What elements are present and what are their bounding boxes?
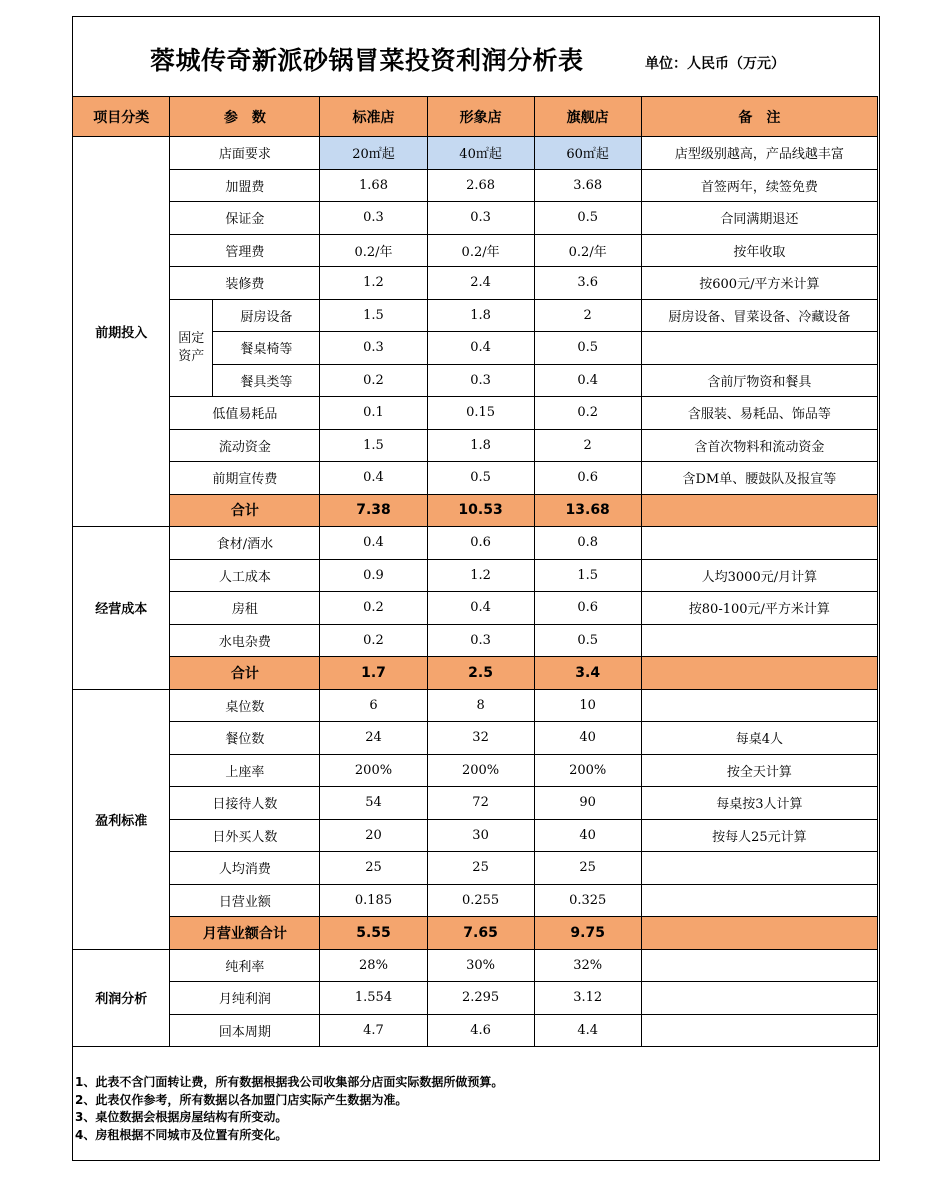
initial-total-row: [73, 494, 878, 527]
value-cell: 0.8: [534, 527, 641, 560]
table-row: [73, 949, 878, 982]
value-cell: 0.4: [320, 462, 427, 495]
value-cell: 40: [534, 819, 641, 852]
value-cell: 0.4: [534, 364, 641, 397]
param-cell: 日营业额: [170, 884, 320, 917]
table-row: [73, 299, 878, 332]
footnote-item: 4、房租根据不同城市及位置有所变化。: [75, 1127, 288, 1142]
note-cell: [641, 689, 877, 722]
total-value: 3.4: [534, 657, 641, 690]
value-cell: 0.9: [320, 559, 427, 592]
note-cell: [641, 852, 877, 885]
value-cell: 0.6: [534, 592, 641, 625]
note-cell: [641, 332, 877, 365]
note-cell: [641, 884, 877, 917]
note-cell: [641, 1014, 877, 1047]
value-cell: 6: [320, 689, 427, 722]
value-cell: 200%: [320, 754, 427, 787]
table-row: [73, 527, 878, 560]
value-cell: 0.4: [427, 332, 534, 365]
param-cell: 餐位数: [170, 722, 320, 755]
total-value: 2.5: [427, 657, 534, 690]
value-cell: 0.325: [534, 884, 641, 917]
value-cell: 60㎡起: [534, 137, 641, 170]
total-value: 10.53: [427, 494, 534, 527]
table-row: [73, 689, 878, 722]
category-initial: 前期投入: [73, 137, 170, 527]
value-cell: 72: [427, 787, 534, 820]
fixed-assets-label: [170, 299, 213, 397]
note-cell: 含前厅物资和餐具: [641, 364, 877, 397]
value-cell: 0.2: [320, 364, 427, 397]
value-cell: 1.2: [320, 267, 427, 300]
table-row: [73, 202, 878, 235]
value-cell: 54: [320, 787, 427, 820]
table-row: [73, 754, 878, 787]
table-row: [73, 397, 878, 430]
value-cell: 0.2: [320, 592, 427, 625]
value-cell: 28%: [320, 949, 427, 982]
param-cell: 月纯利润: [170, 982, 320, 1015]
note-cell: 店型级别越高，产品线越丰富: [641, 137, 877, 170]
value-cell: 2.295: [427, 982, 534, 1015]
value-cell: 0.3: [427, 624, 534, 657]
param-cell: 房租: [170, 592, 320, 625]
table-row: [73, 592, 878, 625]
value-cell: 24: [320, 722, 427, 755]
value-cell: 2.4: [427, 267, 534, 300]
value-cell: 20㎡起: [320, 137, 427, 170]
total-value: 1.7: [320, 657, 427, 690]
param-cell: 餐具类等: [213, 364, 320, 397]
value-cell: 1.5: [320, 299, 427, 332]
param-cell: 店面要求: [170, 137, 320, 170]
footnote-item: 3、桌位数据会根据房屋结构有所变动。: [75, 1110, 288, 1124]
note-cell: 按600元/平方米计算: [641, 267, 877, 300]
note-cell: 含首次物料和流动资金: [641, 429, 877, 462]
param-cell: 水电杂费: [170, 624, 320, 657]
value-cell: 0.1: [320, 397, 427, 430]
value-cell: 1.5: [534, 559, 641, 592]
value-cell: 20: [320, 819, 427, 852]
table-row: [73, 1014, 878, 1047]
note-cell: 每桌4人: [641, 722, 877, 755]
category-operating: 经营成本: [73, 527, 170, 690]
value-cell: 25: [320, 852, 427, 885]
note-cell: [641, 949, 877, 982]
table-row: [73, 429, 878, 462]
value-cell: 1.68: [320, 169, 427, 202]
header-category: 项目分类: [73, 97, 170, 137]
total-value: 5.55: [320, 917, 427, 950]
note-cell: 首签两年，续签免费: [641, 169, 877, 202]
value-cell: 25: [427, 852, 534, 885]
operating-total-row: [73, 657, 878, 690]
table-row: [73, 234, 878, 267]
category-profit-standard: 盈利标准: [73, 689, 170, 949]
value-cell: 40: [534, 722, 641, 755]
header-image-store: 形象店: [427, 97, 534, 137]
header-param: 参 数: [170, 97, 320, 137]
param-cell: 低值易耗品: [170, 397, 320, 430]
value-cell: 0.5: [534, 332, 641, 365]
value-cell: 0.5: [427, 462, 534, 495]
param-cell: 人工成本: [170, 559, 320, 592]
param-cell: 保证金: [170, 202, 320, 235]
table-row: [73, 624, 878, 657]
value-cell: 4.4: [534, 1014, 641, 1047]
value-cell: 90: [534, 787, 641, 820]
param-cell: 纯利率: [170, 949, 320, 982]
table-row: [73, 982, 878, 1015]
value-cell: 8: [427, 689, 534, 722]
unit-label: 单位：人民币（万元）: [645, 56, 785, 72]
param-cell: 管理费: [170, 234, 320, 267]
value-cell: 2: [534, 299, 641, 332]
value-cell: 25: [534, 852, 641, 885]
footnotes: [75, 1074, 875, 1144]
header-note: 备 注: [641, 97, 877, 137]
param-cell: 加盟费: [170, 169, 320, 202]
table-row: [73, 462, 878, 495]
footnote-item: 1、此表不含门面转让费，所有数据根据我公司收集部分店面实际数据所做预算。: [75, 1075, 504, 1089]
value-cell: 4.6: [427, 1014, 534, 1047]
value-cell: 1.8: [427, 299, 534, 332]
value-cell: 2.68: [427, 169, 534, 202]
value-cell: 0.6: [534, 462, 641, 495]
table-row: [73, 884, 878, 917]
footnote-item: 2、此表仅作参考，所有数据以各加盟门店实际产生数据为准。: [75, 1092, 408, 1107]
param-cell: 前期宣传费: [170, 462, 320, 495]
param-cell: 回本周期: [170, 1014, 320, 1047]
note-cell: 人均3000元/月计算: [641, 559, 877, 592]
param-cell: 厨房设备: [213, 299, 320, 332]
note-cell: 按每人25元计算: [641, 819, 877, 852]
value-cell: 0.3: [320, 332, 427, 365]
table-row: [73, 722, 878, 755]
note-cell: 按全天计算: [641, 754, 877, 787]
header-flagship-store: 旗舰店: [534, 97, 641, 137]
value-cell: 3.12: [534, 982, 641, 1015]
value-cell: 32%: [534, 949, 641, 982]
value-cell: 1.2: [427, 559, 534, 592]
value-cell: 0.4: [427, 592, 534, 625]
table-row: [73, 819, 878, 852]
total-note: [641, 917, 877, 950]
note-cell: 含DM单、腰鼓队及报宣等: [641, 462, 877, 495]
note-cell: 厨房设备、冒菜设备、冷藏设备: [641, 299, 877, 332]
fixed-assets-text: 固定资产: [178, 330, 205, 364]
total-value: 7.38: [320, 494, 427, 527]
value-cell: 3.6: [534, 267, 641, 300]
table-row: [73, 267, 878, 300]
value-cell: 0.185: [320, 884, 427, 917]
param-cell: 餐桌椅等: [213, 332, 320, 365]
table-row: [73, 852, 878, 885]
value-cell: 40㎡起: [427, 137, 534, 170]
note-cell: 按80-100元/平方米计算: [641, 592, 877, 625]
param-cell: 上座率: [170, 754, 320, 787]
value-cell: 0.2/年: [427, 234, 534, 267]
value-cell: 0.3: [427, 364, 534, 397]
note-cell: [641, 624, 877, 657]
value-cell: 0.15: [427, 397, 534, 430]
value-cell: 0.2/年: [320, 234, 427, 267]
value-cell: 200%: [427, 754, 534, 787]
note-cell: 合同满期退还: [641, 202, 877, 235]
value-cell: 0.2/年: [534, 234, 641, 267]
total-value: 9.75: [534, 917, 641, 950]
param-cell: 人均消费: [170, 852, 320, 885]
value-cell: 0.2: [320, 624, 427, 657]
category-profit-analysis: 利润分析: [73, 949, 170, 1047]
value-cell: 0.255: [427, 884, 534, 917]
value-cell: 4.7: [320, 1014, 427, 1047]
param-cell: 食材/酒水: [170, 527, 320, 560]
total-label: 月营业额合计: [170, 917, 320, 950]
note-cell: 按年收取: [641, 234, 877, 267]
param-cell: 桌位数: [170, 689, 320, 722]
value-cell: 30: [427, 819, 534, 852]
note-cell: [641, 527, 877, 560]
note-cell: 每桌按3人计算: [641, 787, 877, 820]
total-note: [641, 657, 877, 690]
value-cell: 1.554: [320, 982, 427, 1015]
table-row: [73, 169, 878, 202]
param-cell: 流动资金: [170, 429, 320, 462]
value-cell: 200%: [534, 754, 641, 787]
value-cell: 2: [534, 429, 641, 462]
param-cell: 装修费: [170, 267, 320, 300]
note-cell: 含服装、易耗品、饰品等: [641, 397, 877, 430]
value-cell: 0.3: [320, 202, 427, 235]
table-row: [73, 137, 878, 170]
value-cell: 1.8: [427, 429, 534, 462]
value-cell: 32: [427, 722, 534, 755]
value-cell: 0.4: [320, 527, 427, 560]
value-cell: 1.5: [320, 429, 427, 462]
investment-table-document: [72, 16, 880, 1161]
total-label: 合计: [170, 657, 320, 690]
note-cell: [641, 982, 877, 1015]
value-cell: 0.5: [534, 202, 641, 235]
total-note: [641, 494, 877, 527]
value-cell: 30%: [427, 949, 534, 982]
value-cell: 3.68: [534, 169, 641, 202]
total-value: 13.68: [534, 494, 641, 527]
value-cell: 0.2: [534, 397, 641, 430]
header-standard-store: 标准店: [320, 97, 427, 137]
page-title: 蓉城传奇新派砂锅冒菜投资利润分析表: [150, 46, 584, 75]
value-cell: 0.3: [427, 202, 534, 235]
value-cell: 0.6: [427, 527, 534, 560]
total-value: 7.65: [427, 917, 534, 950]
total-label: 合计: [170, 494, 320, 527]
value-cell: 0.5: [534, 624, 641, 657]
header-row: [73, 97, 878, 137]
monthly-total-row: [73, 917, 878, 950]
title-row: [73, 17, 881, 96]
param-cell: 日外买人数: [170, 819, 320, 852]
param-cell: 日接待人数: [170, 787, 320, 820]
table-row: [73, 559, 878, 592]
value-cell: 10: [534, 689, 641, 722]
analysis-table: [72, 96, 878, 1047]
table-row: [73, 787, 878, 820]
